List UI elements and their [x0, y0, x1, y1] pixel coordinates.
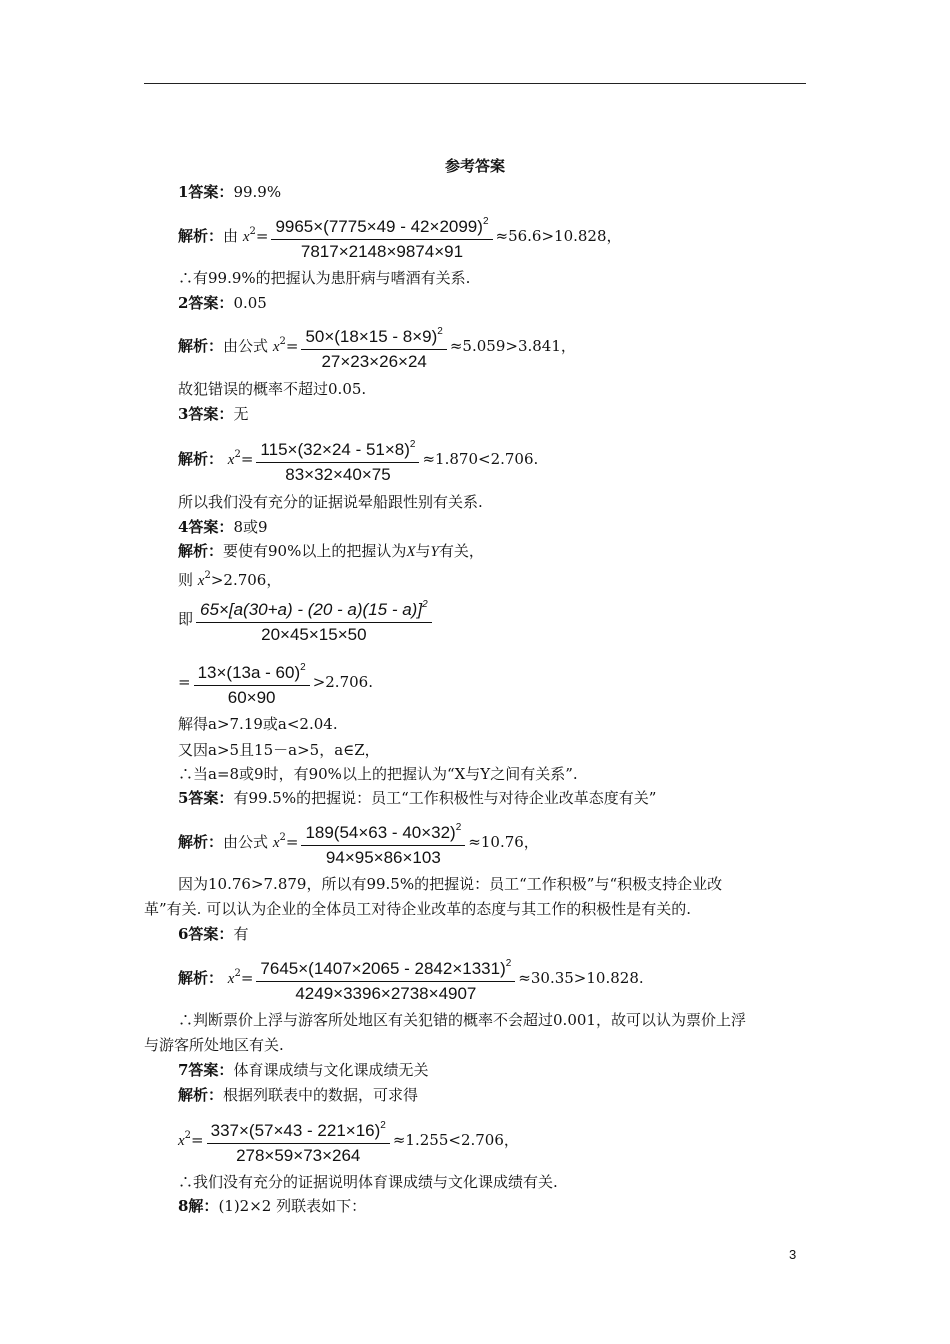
- q2-solution-line: 解析：由公式 $x^2=$ $\frac{50\times(18\times 15 - 8\times 9)^2}{27\times 23\times 26\times 24}$ ≈5.059>3.841，: [178, 320, 576, 374]
- q6-paragraph-1: ∴判断票价上浮与游客所处地区有关犯错的概率不会超过0.001，故可以认为票价上浮: [178, 1011, 746, 1029]
- q4-condition: 则 $x^2>2.706$，: [178, 570, 282, 589]
- q3-fraction: $\frac{115\times(32\times 24 - 51\times 8)^2}{83\times 32\times 40\times 75}$: [256, 433, 419, 487]
- q5-fraction: $\frac{189(54\times 63 - 40\times 32)^2}{94\times 95\times 86\times 103}$: [301, 816, 465, 870]
- page-number: 3: [789, 1247, 797, 1262]
- q4-fraction-line2: = $\frac{13\times(13a - 60)^2}{60\times 90}$ >2.706.: [178, 656, 373, 710]
- q1-jx-label: 解析：: [178, 227, 224, 245]
- q2-conclusion: 故犯错误的概率不超过0.05.: [178, 380, 367, 398]
- q7-answer: 体育课成绩与文化课成绩无关: [233, 1061, 429, 1079]
- q1-solution-line: 解析：由 $x^2=$ $\frac{9965\times(7775\times 49 - 42\times 2099)^2}{7817\times 2148\times 9874\times 91}$ ≈56.6>10.828，: [178, 210, 622, 264]
- q6-answer-line: 6答案：有: [178, 925, 249, 943]
- q2-answer: 0.05: [233, 294, 267, 312]
- q4-also: 又因a>5且15－a>5，a∈Z，: [178, 741, 380, 759]
- q6-answer: 有: [233, 925, 249, 943]
- q4-fraction-line1: 即 $\frac{65\times[a(30+a) - (20 - a)(15 - a)]^2}{20\times 45\times 15\times 50}$: [178, 593, 435, 647]
- q6-solution-line: 解析： $x^2=$ $\frac{7645\times(1407\times 2065 - 2842\times 1331)^2}{4249\times 3396\times 2738\times 4907}$ ≈30.35>10.828.: [178, 952, 644, 1006]
- q4-solve: 解得a>7.19或a<2.04.: [178, 715, 338, 733]
- q4-solution-line1: 解析：要使有90%以上的把握认为X与Y有关，: [178, 542, 484, 560]
- q1-answer: 99.9%: [233, 183, 282, 201]
- q7-formula-line: $x^2=$ $\frac{337\times(57\times 43 - 221\times 16)^2}{278\times 59\times 73\times 264}$ ≈1.255<2.706，: [178, 1114, 519, 1168]
- q4-fraction1: $\frac{65\times[a(30+a) - (20 - a)(15 - a)]^2}{20\times 45\times 15\times 50}$: [196, 593, 432, 647]
- q2-label: 2答案：: [178, 294, 234, 312]
- q4-conclusion: ∴当a=8或9时，有90%以上的把握认为“X与Y之间有关系”.: [178, 765, 578, 783]
- header-rule: [144, 83, 806, 84]
- q5-solution-line: 解析：由公式 $x^2=$ $\frac{189(54\times 63 - 40\times 32)^2}{94\times 95\times 86\times 103}$ ≈10.76，: [178, 816, 539, 870]
- q6-fraction: $\frac{7645\times(1407\times 2065 - 2842\times 1331)^2}{4249\times 3396\times 2738\times 4907}$: [256, 952, 515, 1006]
- q4-answer: 8或9: [233, 518, 268, 536]
- q5-answer-line: 5答案：有99.5%的把握说：员工“工作积极性与对待企业改革态度有关”: [178, 789, 657, 807]
- q7-answer-line: 7答案：体育课成绩与文化课成绩无关: [178, 1061, 429, 1079]
- q8-line: 8解：(1)2×2 列联表如下：: [178, 1197, 367, 1215]
- q5-paragraph-2: 革”有关. 可以认为企业的全体员工对待企业改革的态度与其工作的积极性是有关的.: [144, 900, 691, 918]
- q5-answer: 有99.5%的把握说：员工“工作积极性与对待企业改革态度有关”: [233, 789, 657, 807]
- q6-paragraph-2: 与游客所处地区有关.: [144, 1036, 284, 1054]
- q7-fraction: $\frac{337\times(57\times 43 - 221\times 16)^2}{278\times 59\times 73\times 264}$: [207, 1114, 390, 1168]
- q3-conclusion: 所以我们没有充分的证据说晕船跟性别有关系.: [178, 493, 483, 511]
- q1-answer-line: [178, 180, 281, 204]
- q7-solution-line: 解析：根据列联表中的数据，可求得: [178, 1086, 419, 1104]
- q1-conclusion: ∴有99.9%的把握认为患肝病与嗜酒有关系.: [178, 269, 471, 287]
- q5-paragraph-1: 因为10.76>7.879，所以有99.5%的把握说：员工“工作积极”与“积极支持企业改: [178, 875, 723, 893]
- q7-conclusion: ∴我们没有充分的证据说明体育课成绩与文化课成绩有关.: [178, 1173, 558, 1191]
- page-title: 参考答案: [444, 157, 505, 175]
- q1-label: 1答案：: [178, 183, 234, 201]
- q1-fraction: $\frac{9965\times(7775\times 49 - 42\times 2099)^2}{7817\times 2148\times 9874\times 91}$: [271, 210, 492, 264]
- q3-answer-line: 3答案：无: [178, 405, 249, 423]
- q3-answer: 无: [233, 405, 249, 423]
- q2-answer-line: [178, 291, 267, 315]
- q2-fraction: $\frac{50\times(18\times 15 - 8\times 9)^2}{27\times 23\times 26\times 24}$: [301, 320, 446, 374]
- q4-fraction2: $\frac{13\times(13a - 60)^2}{60\times 90}$: [194, 656, 310, 710]
- q4-answer-line: 4答案：8或9: [178, 518, 268, 536]
- q3-solution-line: 解析： $x^2=$ $\frac{115\times(32\times 24 - 51\times 8)^2}{83\times 32\times 40\times 75}$ ≈1.870<2.706.: [178, 433, 538, 487]
